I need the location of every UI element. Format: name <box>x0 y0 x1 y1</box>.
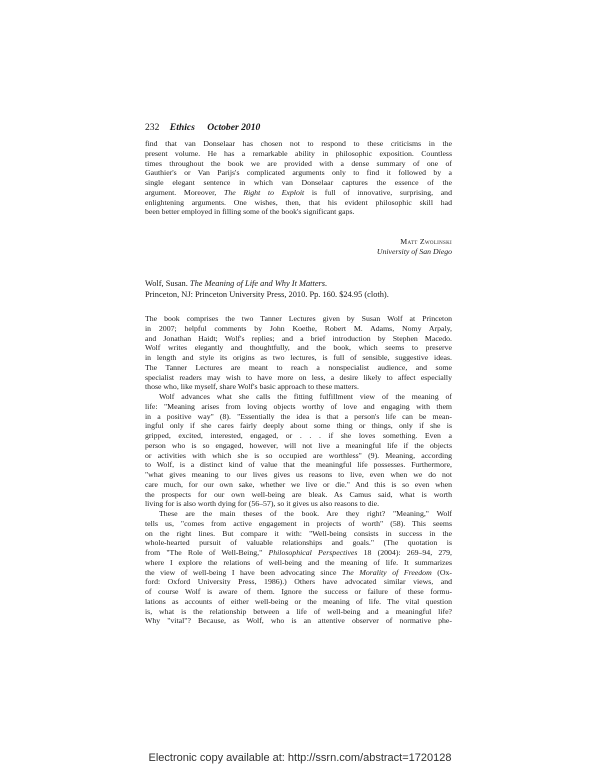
body-line: enlightening arguments. One wishes, then, that his evident philosophic skill had <box>145 197 452 207</box>
running-header <box>145 122 260 134</box>
body-line: Wolf advances what she calls the fitting fulfillment view of the meaning of <box>159 392 452 401</box>
body-line: Gauthier's or Van Parijs's complicated arguments only to find it followed by a <box>145 168 452 178</box>
reviewer-signature <box>377 237 452 257</box>
body-line: in 2007; helpful comments by John Koethe, Robert M. Adams, Nomy Arpaly, <box>145 323 452 333</box>
body-line: "what gives meaning to our lives gives us reasons to live, even when we do not <box>145 470 452 479</box>
body-line: present volume. He has a remarkable ability in philosophic exposition. Countless <box>145 148 452 158</box>
body-line: or activities with which she is so occupied are worthless" (9). Meaning, according <box>145 450 452 460</box>
body-line: gripped, excited, interested, engaged, or . . . if she loves something. Even a <box>145 431 452 440</box>
body-line: of course Wolf is aware of them. Ignore the success or failure of these formu- <box>145 587 452 596</box>
body-line: whole-hearted pursuit of valuable relationships and goals." (The quotation is <box>145 538 452 548</box>
review2-paragraph-1 <box>145 314 452 392</box>
body-line: to Wolf, is a distinct kind of value that the meaningful life possesses. Furthermore, <box>145 460 452 470</box>
citation-line-2: Princeton, NJ: Princeton University Press, 2010. Pp. 160. $24.95 (cloth). <box>145 290 389 299</box>
ssrn-footer: Electronic copy available at: http://ssrn.com/abstract=1720128 <box>148 752 452 764</box>
body-line: is, what is the relationship between a life of well-being and a meaningful life? <box>145 606 452 616</box>
body-line: the prospects for our own well-being are bleak. As Camus said, what is worth <box>145 489 452 499</box>
body-line: on the right lines. But compare it with: "Well-being consists in success in the <box>145 528 452 538</box>
body-line: times throughout the book we are provided with a dense summary of one of <box>145 158 452 168</box>
body-line: living for is also worth dying for (56–57), so it gives us also reasons to die. <box>145 499 380 509</box>
review1-body <box>145 139 452 217</box>
body-line: ford: Oxford University Press, 1986).) Others have advocated similar views, and <box>145 577 452 587</box>
body-line: tells us, "comes from active engagement in projects of worth" (58). This seems <box>145 518 452 528</box>
body-line: and Jonathan Haidt; Wolf's replies; and a brief introduction by Stephen Macedo. <box>145 333 452 343</box>
body-line: where I explore the relations of well-being and the meaning of life. It summarizes <box>145 557 452 567</box>
review2-paragraph-3 <box>145 509 452 626</box>
body-line: from "The Role of Well-Being," Philosophical Perspectives 18 (2004): 269–94, 279, <box>145 548 453 557</box>
page-number: 232 <box>145 122 160 133</box>
body-line: ingful only if she cares fairly deeply about some thing or things, only if she is <box>145 421 452 431</box>
issue-date: October 2010 <box>207 122 261 133</box>
body-line: in length and style its origins as two lectures, is full of sensible, suggestive ideas. <box>145 353 452 362</box>
journal-name: Ethics <box>169 122 195 133</box>
body-line: lations as accounts of either well-being or the meaning of life. The vital question <box>145 596 452 606</box>
book-citation <box>145 278 465 300</box>
body-line: Why "vital"? Because, as Wolf, who is an attentive observer of normative phe- <box>145 616 452 626</box>
reviewer-name: Matt Zwolinski <box>400 237 452 246</box>
body-line: Wolf writes elegantly and thoughtfully, and the book, which seems to preserve <box>145 343 452 353</box>
body-line: These are the main theses of the book. Are they right? "Meaning," Wolf <box>159 509 452 518</box>
body-line: person who is so engaged, however, will not live a meaningful life if the objects <box>145 440 452 450</box>
body-line: those who, like myself, share Wolf's basic approach to these matters. <box>145 382 359 392</box>
body-line: care much, for our own sake, whether we live or die." And this is so even when <box>145 479 452 489</box>
body-line: in a positive way" (8). "Essentially the idea is that a person's life can be mean- <box>145 411 452 421</box>
review2-paragraph-2 <box>145 392 452 509</box>
body-line: specialist readers may wish to have more on less, a desire likely to affect especially <box>145 372 452 382</box>
reviewer-affiliation: University of San Diego <box>376 247 452 256</box>
body-line: been better employed in filling some of the book's significant gaps. <box>145 207 355 217</box>
body-line: life: "Meaning arises from loving objects worthy of love and engaging with them <box>145 401 452 411</box>
body-line: the view of well-being I have been advocating since The Morality of Freedom (Ox- <box>145 567 453 577</box>
body-line: The book comprises the two Tanner Lectures given by Susan Wolf at Princeton <box>145 314 452 323</box>
body-line: find that van Donselaar has chosen not to respond to these criticisms in the <box>145 139 452 148</box>
body-line: The Tanner Lectures are meant to reach a nonspecialist audience, and some <box>145 362 452 372</box>
body-line: argument. Moreover, The Right to Exploit is full of innovative, surprising, and <box>145 187 452 197</box>
citation-line-1: Wolf, Susan. The Meaning of Life and Why It Matters. <box>145 279 328 288</box>
body-line: single elegant sentence in which van Donselaar captures the essence of the <box>145 178 452 187</box>
